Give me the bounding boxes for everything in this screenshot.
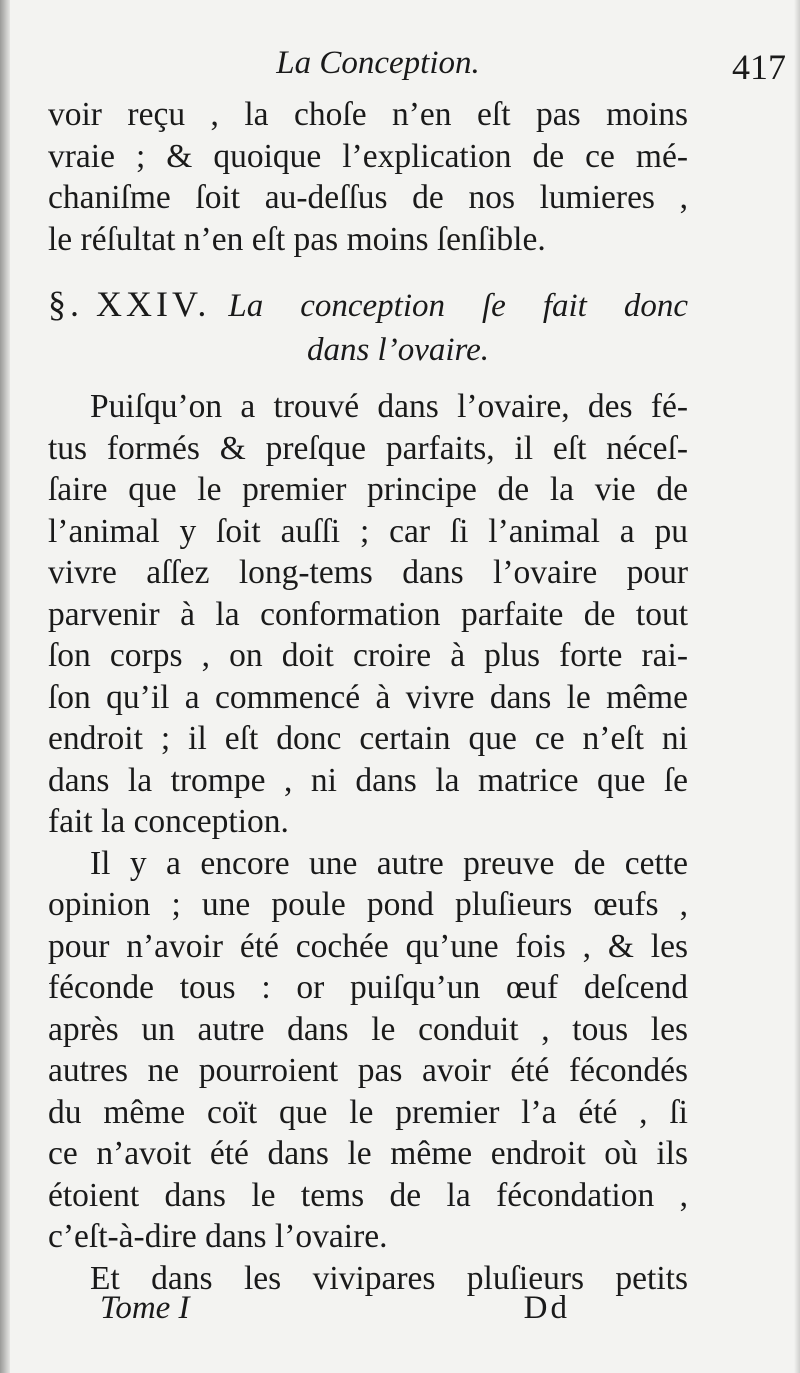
paragraph-2: [48, 843, 688, 1258]
text-line: c’eſt-à-dire dans l’ovaire.: [48, 1218, 388, 1255]
text-line: après un autre dans le conduit , tous les: [48, 1010, 688, 1048]
page-number: 417: [732, 47, 786, 87]
text-line: pour n’avoir été cochée qu’une fois , & les: [48, 927, 688, 965]
text-line: vraie ; & quoique l’explication de ce mé-: [48, 137, 688, 175]
text-line: parvenir à la conformation parfaite de tout: [48, 595, 688, 633]
opening-paragraph: [48, 94, 688, 260]
text-line: ce n’avoit été dans le même endroit où ils: [48, 1135, 688, 1172]
section-heading: [48, 282, 688, 372]
page-footer: [100, 1290, 570, 1336]
signature-mark: Dd: [523, 1290, 570, 1326]
text-line: voir reçu , la choſe n’en eſt pas moins: [48, 96, 688, 133]
text-line: féconde tous : or puiſqu’un œuf deſcend: [48, 969, 688, 1006]
text-line: chaniſme ſoit au-deſſus de nos lumieres ,: [48, 179, 688, 216]
text-line: l’animal y ſoit auſſi ; car ſi l’animal a pu: [48, 512, 688, 550]
running-title: La Conception.: [276, 45, 480, 81]
paragraph-1: [48, 386, 688, 843]
page-body: [48, 94, 688, 1299]
page-header: [48, 38, 786, 88]
text-line: tus formés & preſque parfaits, il eſt néceſ-: [48, 429, 688, 467]
text-line: Il y a encore une autre preuve de cette: [90, 844, 688, 882]
text-line: le réſultat n’en eſt pas moins ſenſible.: [48, 220, 546, 258]
text-line: Puiſqu’on a trouvé dans l’ovaire, des fé-: [90, 388, 688, 425]
text-line: fait la conception.: [48, 803, 289, 840]
text-line: vivre aſſez long-tems dans l’ovaire pour: [48, 554, 688, 591]
text-line: du même coït que le premier l’a été , ſi: [48, 1093, 688, 1131]
text-line: opinion ; une poule pond pluſieurs œufs ,: [48, 886, 688, 923]
text-line: ſon qu’il a commencé à vivre dans le même: [48, 678, 688, 716]
text-line: autres ne pourroient pas avoir été fécondés: [48, 1052, 688, 1089]
text-line: dans la trompe , ni dans la matrice que ſe: [48, 761, 688, 799]
text-line: endroit ; il eſt donc certain que ce n’eſt ni: [48, 720, 688, 757]
section-title-line1: La conception ſe fait donc: [228, 288, 688, 324]
text-line: ſaire que le premier principe de la vie de: [48, 471, 688, 508]
text-line: étoient dans le tems de la fécondation ,: [48, 1176, 688, 1214]
text-line: ſon corps , on doit croire à plus forte rai-: [48, 637, 688, 674]
section-title-line2: dans l’ovaire.: [306, 332, 490, 368]
text-line: Et dans les vivipares pluſieurs petits: [90, 1259, 688, 1297]
section-number: §. XXIV.: [48, 284, 211, 324]
volume-label: Tome I: [100, 1290, 190, 1326]
